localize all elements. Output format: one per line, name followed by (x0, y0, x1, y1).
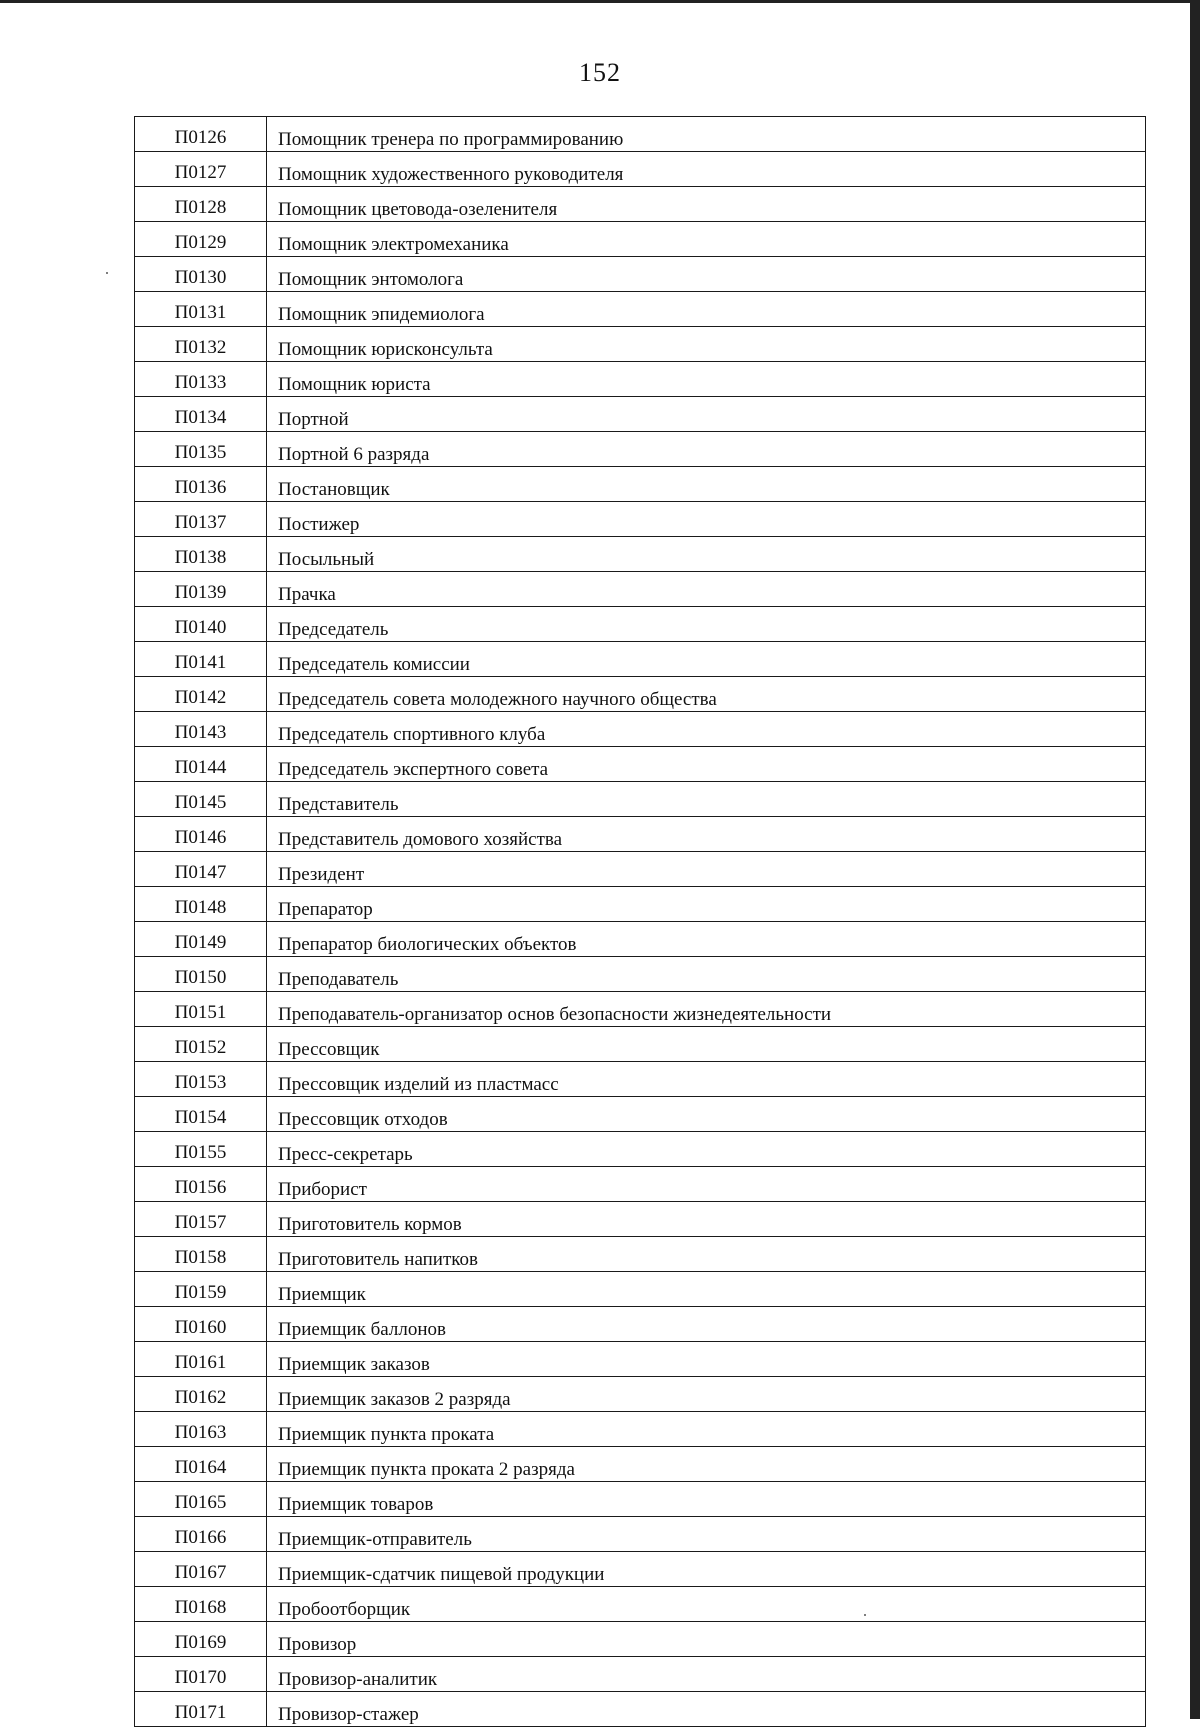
table-row (135, 257, 1146, 292)
table-row (135, 1237, 1146, 1272)
profession-name-cell: Приемщик заказов (267, 1342, 1146, 1377)
profession-name-cell: Помощник цветовода-озеленителя (267, 187, 1146, 222)
profession-name-cell: Приготовитель напитков (267, 1237, 1146, 1272)
profession-name-cell: Препаратор (267, 887, 1146, 922)
profession-name-cell: Прачка (267, 572, 1146, 607)
profession-code-cell: П0156 (135, 1167, 267, 1202)
profession-name-cell: Приемщик-отправитель (267, 1517, 1146, 1552)
table-row (135, 1377, 1146, 1412)
profession-code-cell: П0161 (135, 1342, 267, 1377)
profession-code-cell: П0160 (135, 1307, 267, 1342)
profession-name-cell: Преподаватель (267, 957, 1146, 992)
profession-name-cell: Приборист (267, 1167, 1146, 1202)
profession-name-cell: Приемщик товаров (267, 1482, 1146, 1517)
profession-name-cell: Председатель совета молодежного научного общества (267, 677, 1146, 712)
profession-code-cell: П0169 (135, 1622, 267, 1657)
profession-name-cell: Постижер (267, 502, 1146, 537)
table-row (135, 677, 1146, 712)
table-row (135, 187, 1146, 222)
profession-code-cell: П0132 (135, 327, 267, 362)
profession-code-cell: П0142 (135, 677, 267, 712)
table-row (135, 362, 1146, 397)
profession-code-cell: П0158 (135, 1237, 267, 1272)
profession-name-cell: Помощник художественного руководителя (267, 152, 1146, 187)
profession-name-cell: Препаратор биологических объектов (267, 922, 1146, 957)
profession-code-cell: П0150 (135, 957, 267, 992)
table-row (135, 887, 1146, 922)
profession-table-container (134, 116, 1146, 1727)
table-row (135, 292, 1146, 327)
table-row (135, 222, 1146, 257)
profession-name-cell: Приемщик пункта проката 2 разряда (267, 1447, 1146, 1482)
profession-code-cell: П0151 (135, 992, 267, 1027)
profession-code-cell: П0128 (135, 187, 267, 222)
profession-name-cell: Президент (267, 852, 1146, 887)
profession-code-cell: П0135 (135, 432, 267, 467)
profession-code-cell: П0165 (135, 1482, 267, 1517)
profession-code-cell: П0170 (135, 1657, 267, 1692)
table-row (135, 432, 1146, 467)
profession-name-cell: Помощник энтомолога (267, 257, 1146, 292)
profession-code-cell: П0140 (135, 607, 267, 642)
profession-name-cell: Провизор (267, 1622, 1146, 1657)
profession-name-cell: Представитель домового хозяйства (267, 817, 1146, 852)
profession-code-cell: П0147 (135, 852, 267, 887)
table-row (135, 642, 1146, 677)
profession-code-cell: П0130 (135, 257, 267, 292)
profession-name-cell: Пробоотборщик (267, 1587, 1146, 1622)
table-row (135, 1517, 1146, 1552)
profession-name-cell: Помощник юрисконсульта (267, 327, 1146, 362)
table-row (135, 537, 1146, 572)
profession-code-cell: П0137 (135, 502, 267, 537)
scan-speck (106, 272, 108, 274)
profession-code-cell: П0148 (135, 887, 267, 922)
profession-name-cell: Представитель (267, 782, 1146, 817)
scan-border-right (1190, 0, 1200, 1719)
profession-code-cell: П0171 (135, 1692, 267, 1727)
table-row (135, 1482, 1146, 1517)
profession-code-cell: П0157 (135, 1202, 267, 1237)
table-row (135, 1622, 1146, 1657)
profession-name-cell: Постановщик (267, 467, 1146, 502)
profession-name-cell: Приемщик баллонов (267, 1307, 1146, 1342)
profession-name-cell: Портной (267, 397, 1146, 432)
profession-name-cell: Провизор-стажер (267, 1692, 1146, 1727)
profession-name-cell: Приготовитель кормов (267, 1202, 1146, 1237)
table-row (135, 152, 1146, 187)
table-row (135, 1167, 1146, 1202)
table-row (135, 1412, 1146, 1447)
profession-code-cell: П0159 (135, 1272, 267, 1307)
profession-name-cell: Пресс-секретарь (267, 1132, 1146, 1167)
profession-name-cell: Посыльный (267, 537, 1146, 572)
profession-code-cell: П0166 (135, 1517, 267, 1552)
profession-name-cell: Председатель комиссии (267, 642, 1146, 677)
table-row (135, 1027, 1146, 1062)
profession-code-cell: П0136 (135, 467, 267, 502)
profession-name-cell: Председатель (267, 607, 1146, 642)
table-row (135, 817, 1146, 852)
table-row (135, 467, 1146, 502)
table-row (135, 1272, 1146, 1307)
profession-code-cell: П0153 (135, 1062, 267, 1097)
table-row (135, 747, 1146, 782)
profession-code-cell: П0168 (135, 1587, 267, 1622)
table-row (135, 1657, 1146, 1692)
profession-code-cell: П0154 (135, 1097, 267, 1132)
profession-name-cell: Приемщик (267, 1272, 1146, 1307)
profession-code-cell: П0127 (135, 152, 267, 187)
profession-name-cell: Помощник электромеханика (267, 222, 1146, 257)
table-row (135, 397, 1146, 432)
profession-name-cell: Председатель экспертного совета (267, 747, 1146, 782)
profession-name-cell: Прессовщик изделий из пластмасс (267, 1062, 1146, 1097)
table-row (135, 1342, 1146, 1377)
table-row (135, 1552, 1146, 1587)
profession-name-cell: Приемщик заказов 2 разряда (267, 1377, 1146, 1412)
profession-code-cell: П0145 (135, 782, 267, 817)
profession-name-cell: Приемщик-сдатчик пищевой продукции (267, 1552, 1146, 1587)
profession-table-body (135, 117, 1146, 1727)
table-row (135, 117, 1146, 152)
profession-code-cell: П0134 (135, 397, 267, 432)
table-row (135, 572, 1146, 607)
profession-name-cell: Преподаватель-организатор основ безопасности жизнедеятельности (267, 992, 1146, 1027)
table-row (135, 1097, 1146, 1132)
table-row (135, 1692, 1146, 1727)
profession-code-cell: П0131 (135, 292, 267, 327)
profession-name-cell: Провизор-аналитик (267, 1657, 1146, 1692)
profession-code-cell: П0139 (135, 572, 267, 607)
profession-code-cell: П0129 (135, 222, 267, 257)
table-row (135, 992, 1146, 1027)
table-row (135, 782, 1146, 817)
profession-code-cell: П0126 (135, 117, 267, 152)
profession-code-cell: П0164 (135, 1447, 267, 1482)
table-row (135, 502, 1146, 537)
table-row (135, 1447, 1146, 1482)
profession-table (134, 116, 1146, 1727)
page-number: 152 (579, 58, 621, 87)
table-row (135, 607, 1146, 642)
profession-code-cell: П0163 (135, 1412, 267, 1447)
table-row (135, 712, 1146, 747)
table-row (135, 327, 1146, 362)
profession-code-cell: П0149 (135, 922, 267, 957)
profession-code-cell: П0155 (135, 1132, 267, 1167)
scan-speck (864, 1614, 866, 1616)
profession-code-cell: П0146 (135, 817, 267, 852)
profession-code-cell: П0167 (135, 1552, 267, 1587)
profession-name-cell: Помощник юриста (267, 362, 1146, 397)
table-row (135, 852, 1146, 887)
profession-name-cell: Портной 6 разряда (267, 432, 1146, 467)
table-row (135, 922, 1146, 957)
table-row (135, 1202, 1146, 1237)
profession-name-cell: Помощник эпидемиолога (267, 292, 1146, 327)
profession-name-cell: Председатель спортивного клуба (267, 712, 1146, 747)
profession-name-cell: Помощник тренера по программированию (267, 117, 1146, 152)
table-row (135, 957, 1146, 992)
profession-code-cell: П0144 (135, 747, 267, 782)
profession-code-cell: П0152 (135, 1027, 267, 1062)
profession-name-cell: Прессовщик (267, 1027, 1146, 1062)
scan-border-top (0, 0, 1200, 3)
table-row (135, 1307, 1146, 1342)
profession-code-cell: П0138 (135, 537, 267, 572)
profession-code-cell: П0141 (135, 642, 267, 677)
profession-name-cell: Приемщик пункта проката (267, 1412, 1146, 1447)
profession-name-cell: Прессовщик отходов (267, 1097, 1146, 1132)
table-row (135, 1062, 1146, 1097)
table-row (135, 1587, 1146, 1622)
table-row (135, 1132, 1146, 1167)
profession-code-cell: П0143 (135, 712, 267, 747)
profession-code-cell: П0133 (135, 362, 267, 397)
profession-code-cell: П0162 (135, 1377, 267, 1412)
